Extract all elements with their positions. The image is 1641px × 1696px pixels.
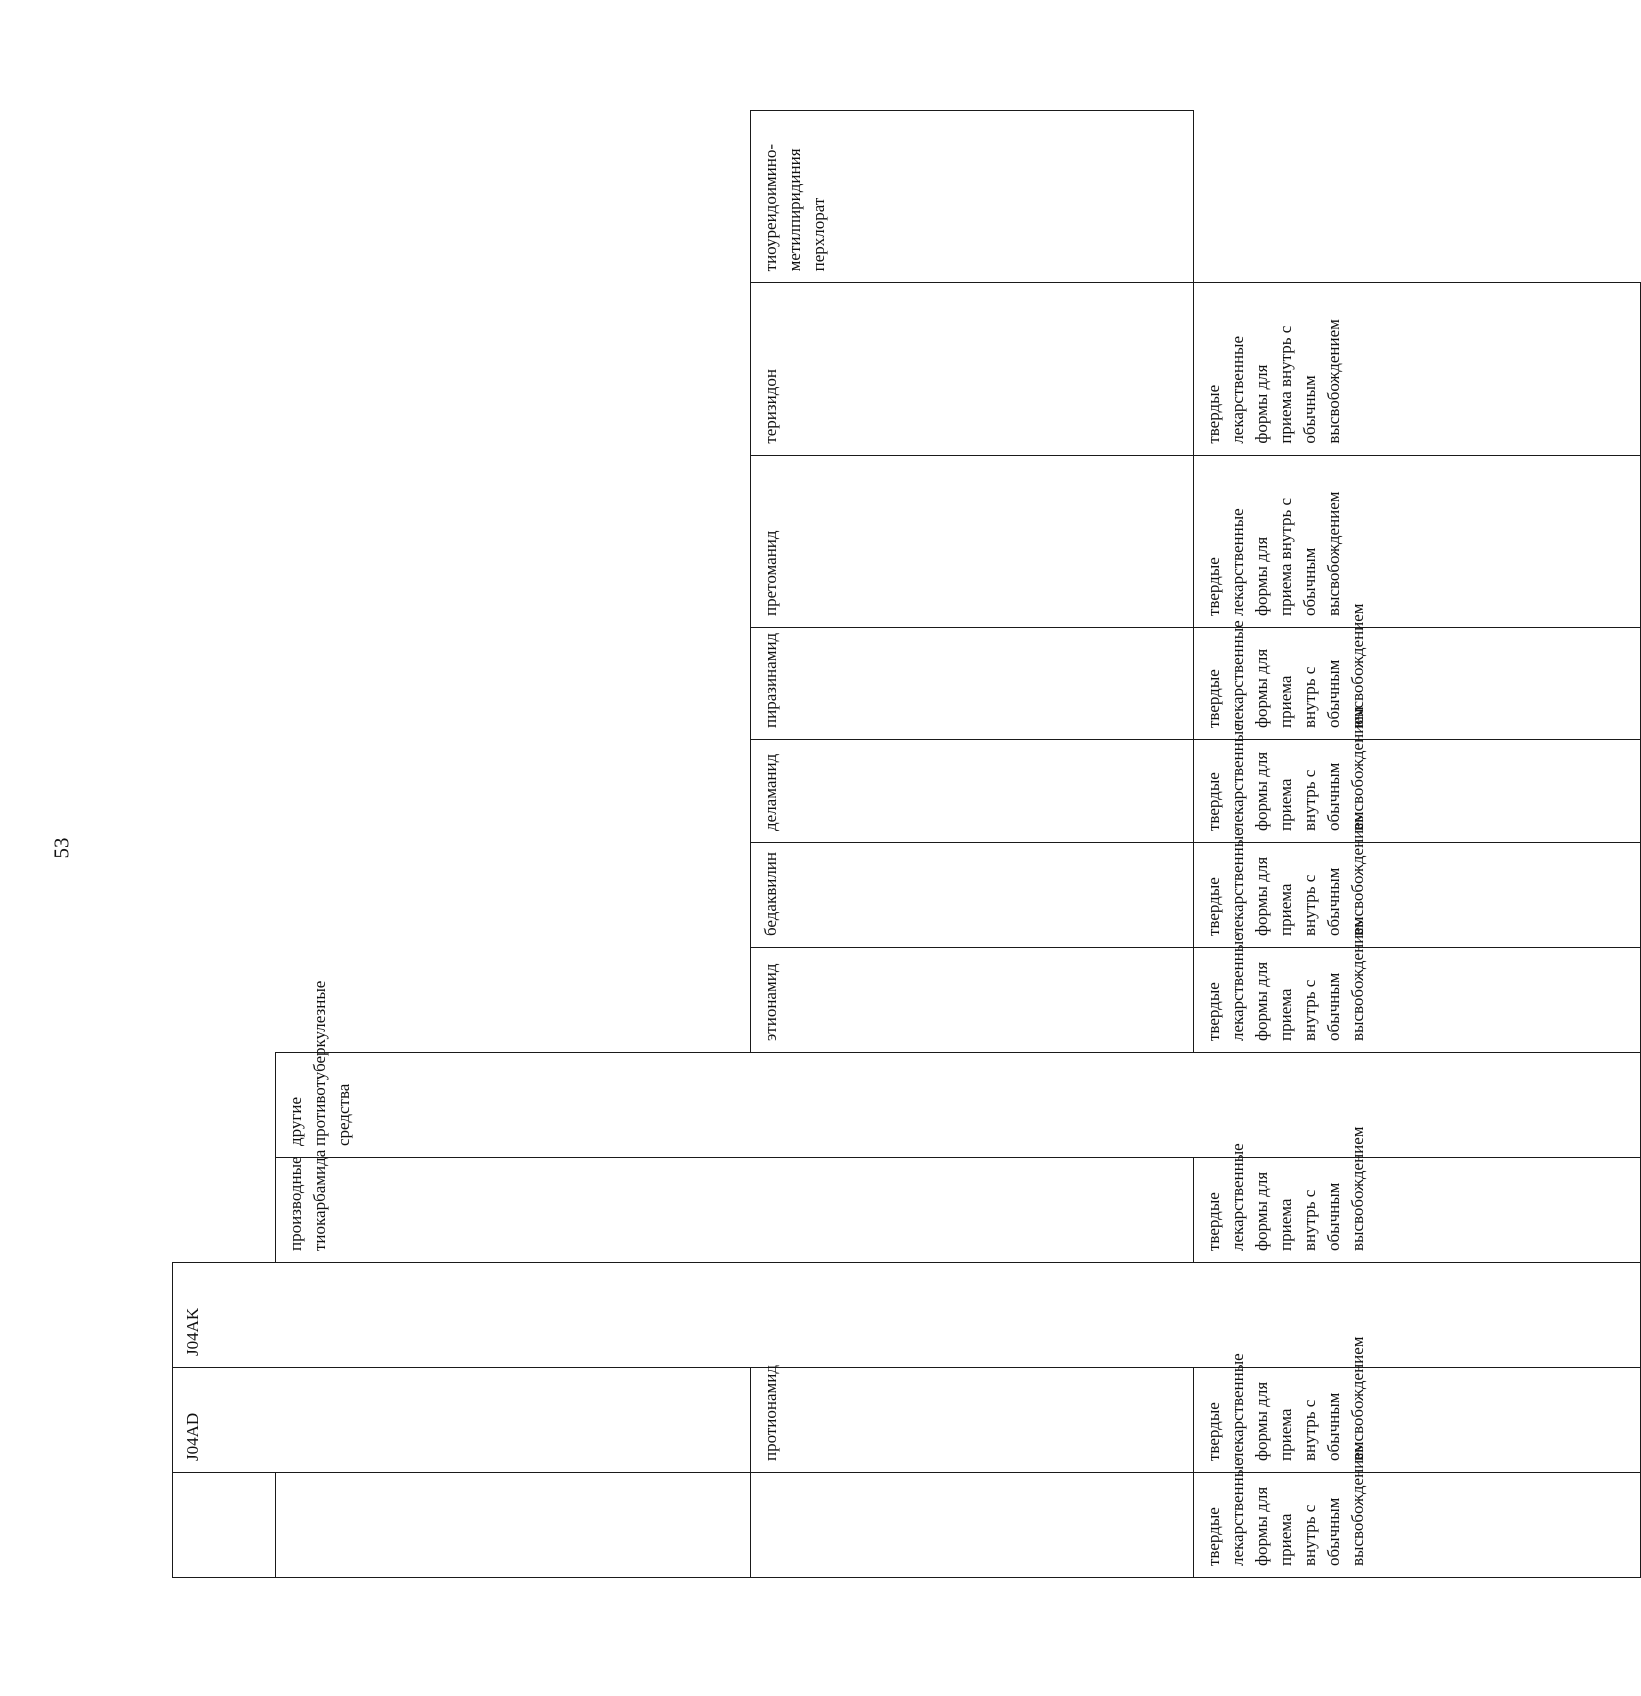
drug-cell [751, 455, 1194, 627]
code-text: J04AD [183, 1412, 202, 1461]
form-text: твердые лекарственные формы для приема внутрь с обычным высвобождением [1204, 603, 1367, 728]
drug-cell [751, 740, 1194, 843]
form-cell [1194, 283, 1641, 455]
drug-cell [751, 628, 1194, 740]
drug-name: бедаквилин [761, 851, 780, 936]
page-number: 53 [49, 837, 74, 859]
code-row [173, 111, 276, 1578]
form-text: твердые лекарственные формы для приема внутрь с обычным высвобождением [1204, 1126, 1367, 1251]
code-cell [173, 1368, 751, 1473]
drug-name: теризидон [761, 369, 780, 444]
form-cell [1194, 1126, 1641, 1263]
group-text: производные тиокарбамида [286, 1149, 329, 1251]
drug-cell [751, 843, 1194, 948]
form-text: твердые лекарственные формы для приема внутрь с обычным высвобождением [1204, 1336, 1367, 1461]
drug-cell [751, 1364, 1194, 1473]
form-text: твердые лекарственные формы для приема внутрь с обычным высвобождением [1204, 706, 1367, 831]
group-cell [276, 1149, 1194, 1263]
form-cell [1194, 706, 1641, 843]
drug-name: претоманид [761, 530, 780, 616]
form-cell [1194, 916, 1641, 1053]
drug-cell [751, 948, 1194, 1053]
code-text: J04AK [183, 1307, 202, 1356]
form-text: твердые лекарственные формы для приема внутрь с обычным высвобождением [1204, 1441, 1367, 1566]
form-text: твердые лекарственные формы для приема внутрь с обычным высвобождением [1204, 319, 1343, 444]
drug-cell [751, 283, 1194, 455]
form-cell [1194, 1336, 1641, 1473]
rotated-table-frame [172, 110, 1367, 1578]
form-cell [1194, 455, 1641, 627]
code-cell [173, 1473, 276, 1578]
drug-name: тиоуреидоимино-метилпиридиния перхлорат [761, 143, 828, 272]
drug-name: этионамид [761, 963, 780, 1041]
drug-name: деламанид [761, 753, 780, 831]
form-cell [1194, 1441, 1641, 1578]
drug-name: пиразинамид [761, 632, 780, 728]
form-text: твердые лекарственные формы для приема внутрь с обычным высвобождением [1204, 491, 1343, 616]
group-cell [276, 1473, 751, 1578]
drug-table [172, 110, 1641, 1578]
drug-cell [751, 1473, 1194, 1578]
form-cell [1194, 811, 1641, 948]
code-cell [173, 1263, 1641, 1368]
form-text: твердые лекарственные формы для приема внутрь с обычным высвобождением [1204, 811, 1367, 936]
drug-name: протионамид [761, 1364, 780, 1461]
form-text: твердые лекарственные формы для приема внутрь с обычным высвобождением [1204, 916, 1367, 1041]
group-text: другие противотуберкулезные средства [286, 980, 353, 1146]
drug-cell [751, 111, 1194, 283]
form-cell [1194, 603, 1641, 740]
